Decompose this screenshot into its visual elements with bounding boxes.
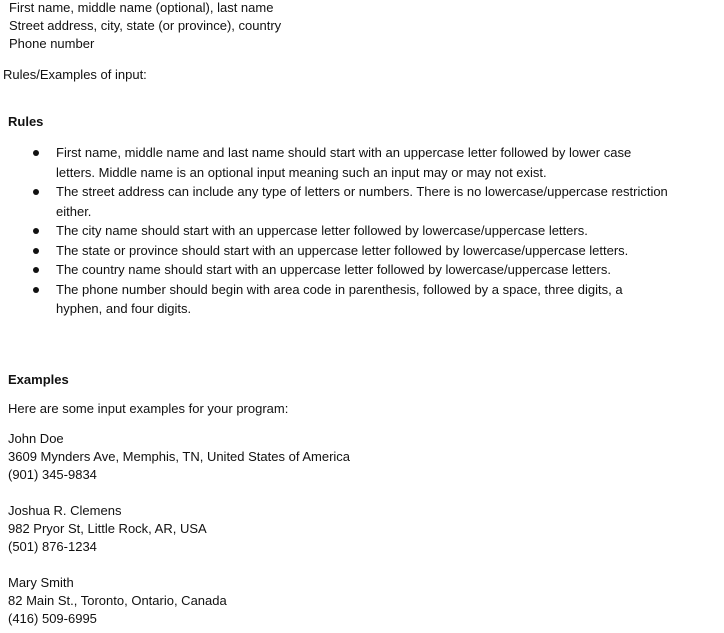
example-phone: (501) 876-1234 bbox=[8, 539, 97, 554]
example-block bbox=[8, 430, 350, 484]
examples-intro: Here are some input examples for your program: bbox=[8, 401, 289, 416]
bullet-icon bbox=[33, 189, 39, 195]
list-item bbox=[30, 241, 670, 261]
rules-list bbox=[30, 143, 670, 319]
example-name: John Doe bbox=[8, 431, 64, 446]
example-block bbox=[8, 574, 227, 628]
list-item bbox=[30, 221, 670, 241]
example-phone: (416) 509-6995 bbox=[8, 611, 97, 626]
examples-heading: Examples bbox=[8, 372, 69, 387]
bullet-icon bbox=[33, 150, 39, 156]
bullet-icon bbox=[33, 287, 39, 293]
list-item bbox=[30, 260, 670, 280]
example-address: 82 Main St., Toronto, Ontario, Canada bbox=[8, 593, 227, 608]
rules-examples-label: Rules/Examples of input: bbox=[3, 67, 147, 82]
rule-text: The city name should start with an uppercase letter followed by lowercase/uppercase letters. bbox=[56, 223, 588, 238]
format-line-name: First name, middle name (optional), last name bbox=[9, 0, 274, 15]
example-address: 3609 Mynders Ave, Memphis, TN, United States of America bbox=[8, 449, 351, 464]
field-format-list bbox=[9, 0, 281, 53]
example-name: Joshua R. Clemens bbox=[8, 503, 122, 518]
bullet-icon bbox=[33, 228, 39, 234]
bullet-icon bbox=[33, 248, 39, 254]
format-line-address: Street address, city, state (or province), country bbox=[9, 18, 282, 33]
rule-text: First name, middle name and last name should start with an uppercase letter followed by lower case letters. Middle name is an optional input meaning such an input may or may not exist. bbox=[56, 145, 632, 180]
rule-text: The street address can include any type of letters or numbers. There is no lowercase/uppercase restriction either. bbox=[56, 184, 668, 219]
example-address: 982 Pryor St, Little Rock, AR, USA bbox=[8, 521, 207, 536]
example-name: Mary Smith bbox=[8, 575, 74, 590]
example-block bbox=[8, 502, 207, 556]
rule-text: The country name should start with an uppercase letter followed by lowercase/uppercase letters. bbox=[56, 262, 611, 277]
example-phone: (901) 345-9834 bbox=[8, 467, 97, 482]
rules-heading: Rules bbox=[8, 114, 44, 129]
list-item bbox=[30, 280, 670, 319]
list-item bbox=[30, 182, 670, 221]
format-line-phone: Phone number bbox=[9, 36, 95, 51]
rule-text: The state or province should start with an uppercase letter followed by lowercase/uppercase letters. bbox=[56, 242, 629, 258]
bullet-icon bbox=[33, 267, 39, 273]
rule-text: The phone number should begin with area code in parenthesis, followed by a space, three digits, a hyphen, and four digits. bbox=[56, 281, 623, 316]
list-item bbox=[30, 143, 670, 182]
